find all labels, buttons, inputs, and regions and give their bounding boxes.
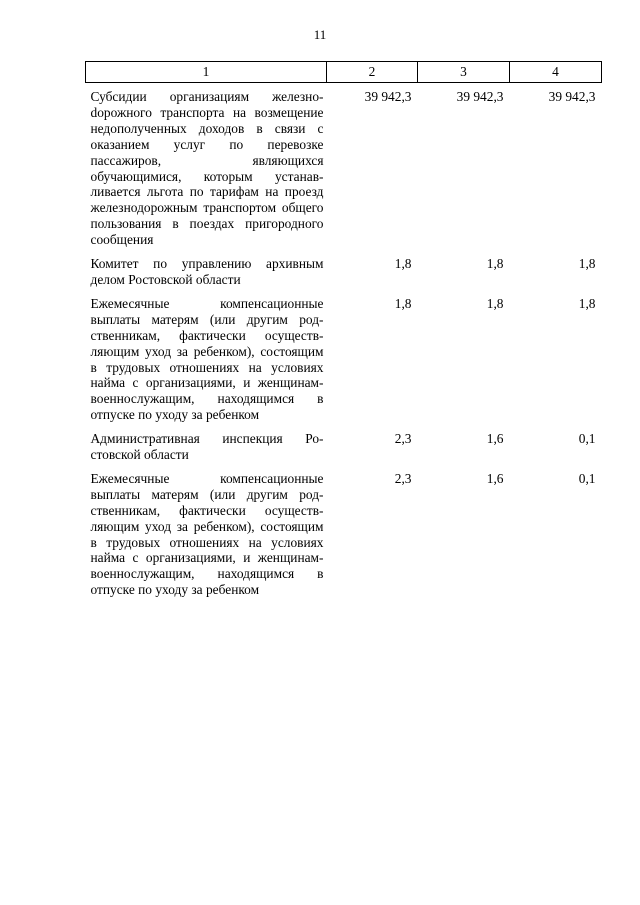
value-col-3: 39 942,3 (456, 89, 504, 104)
value-col-2: 2,3 (394, 470, 412, 486)
value-col-4: 0,1 (578, 431, 596, 447)
value-col-4: 1,8 (578, 256, 596, 272)
row-label: Ежемесячные компенсационные выплаты матерям (или другим родственникам, фактически осуществляющим уход за ребенком), состоящим в трудовых отношениях на условиях найма с организациями, и женщинам-военнослужащим, находящимся в отпуске по уходу за ребенком (90, 295, 324, 423)
budget-table (85, 61, 602, 598)
value-col-3: 1,8 (486, 256, 504, 272)
table-row (86, 431, 602, 471)
value-col-4: 1,8 (578, 295, 596, 311)
value-col-4: 0,1 (578, 470, 596, 486)
table-row (86, 83, 602, 257)
header-row (86, 62, 602, 83)
table-row (86, 256, 602, 296)
value-col-4: 39 942,3 (548, 89, 596, 104)
value-col-2: 1,8 (394, 256, 412, 272)
column-header-3: 3 (418, 62, 510, 83)
column-header-1: 1 (86, 62, 327, 83)
column-header-2: 2 (327, 62, 418, 83)
value-col-2: 2,3 (394, 431, 412, 447)
table-row (86, 471, 602, 598)
row-label: Административная инспекция Ростовской области (90, 431, 324, 463)
row-label: Комитет по управлению архивным делом Ростовской области (90, 256, 324, 287)
value-col-3: 1,6 (486, 470, 504, 486)
value-col-2: 39 942,3 (364, 89, 412, 104)
row-label: Субсидии организациям железноdорожного транспорта на возмещение недополученных доходов в связи с оказанием услуг по перевозке пассажиров, являющихся обучающимися, которым устанавливается льгота по тарифам на проезд железнодорожным транспортом общего пользования в поездах пригородного сообщения (90, 89, 324, 248)
page-number: 11 (313, 27, 327, 42)
column-header-4: 4 (510, 62, 602, 83)
table-row (86, 296, 602, 431)
value-col-2: 1,8 (394, 295, 412, 311)
row-label: Ежемесячные компенсационные выплаты матерям (или другим родственникам, фактически осуществляющим уход за ребенком), состоящим в трудовых отношениях на условиях найма с организациями, и женщинам-военнослужащим, находящимся в отпуске по уходу за ребенком (90, 470, 324, 598)
value-col-3: 1,6 (486, 431, 504, 447)
value-col-3: 1,8 (486, 295, 504, 311)
